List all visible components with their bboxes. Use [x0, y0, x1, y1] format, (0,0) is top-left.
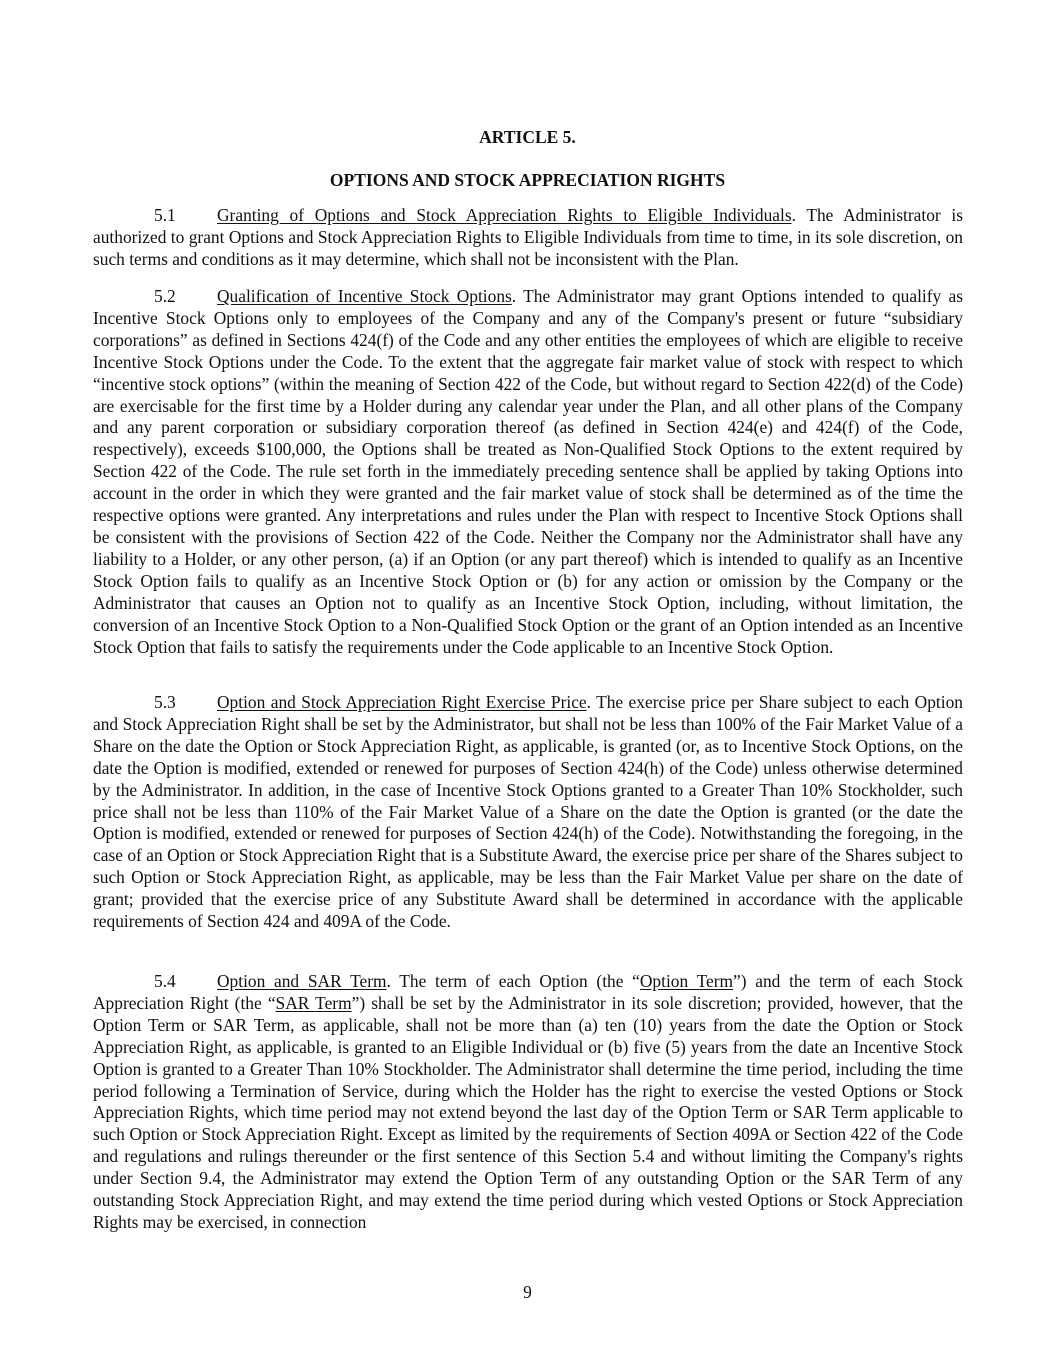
section-heading: Granting of Options and Stock Appreciation Rights to Eligible Individuals [217, 205, 792, 225]
section-5-4-paragraph [93, 971, 963, 1234]
section-body-part: ”) shall be set by the Administrator in its sole discretion; provided, however, that the Option Term or SAR Term, as applicable, shall not be more than (a) ten (10) years from the date the Option or Stock Appreciation Right, as applicable, is granted to an Eligible Individual or (b) five (5) years from the date an Incentive Stock Option is granted to a Greater Than 10% Stockholder. The Administrator shall determine the time period, including the time period following a Termination of Service, during which the Holder has the right to exercise the vested Options or Stock Appreciation Rights, which time period may not extend beyond the last day of the Option Term or SAR Term applicable to such Option or Stock Appreciation Right. Except as limited by the requirements of Section 409A or Section 422 of the Code and regulations and rulings thereunder or the first sentence of this Section 5.4 and without limiting the Company's rights under Section 9.4, the Administrator may extend the Option Term of any outstanding Option or the SAR Term of any outstanding Stock Appreciation Right, and may extend the time period during which vested Options or Stock Appreciation Rights may be exercised, in connection [93, 992, 963, 1232]
article-number-heading: ARTICLE 5. [479, 127, 576, 147]
section-body: . The Administrator is authorized to grant Options and Stock Appreciation Rights to Eligible Individuals from time to time, in its sole discretion, on such terms and conditions as it may determine, which shall not be inconsistent with the Plan. [93, 205, 964, 269]
defined-term-option-term: Option Term [639, 971, 734, 991]
section-heading: Option and SAR Term [217, 971, 387, 991]
section-body-part: ”) and the term of each Stock Appreciation Right (the “ [93, 971, 963, 1013]
section-body-part: . The term of each Option (the “ [386, 971, 640, 991]
section-body: . The Administrator may grant Options intended to qualify as Incentive Stock Options only to employees of the Company and any of the Company's present or future “subsidiary corporations” as defined in Sections 424(f) of the Code and any other entities the employees of which are eligible to receive Incentive Stock Options under the Code. To the extent that the aggregate fair market value of stock with respect to which “incentive stock options” (within the meaning of Section 422 of the Code, but without regard to Section 422(d) of the Code) are exercisable for the first time by a Holder during any calendar year under the Plan, and all other plans of the Company and any parent corporation or subsidiary corporation thereof (as defined in Section 424(e) and 424(f) of the Code, respectively), exceeds $100,000, the Options shall be treated as Non-Qualified Stock Options to the extent required by Section 422 of the Code. The rule set forth in the immediately preceding sentence shall be applied by taking Options into account in the order in which they were granted and the fair market value of stock shall be determined as of the time the respective options were granted. Any interpretations and rules under the Plan with respect to Incentive Stock Options shall be consistent with the provisions of Section 422 of the Code. Neither the Company nor the Administrator shall have any liability to a Holder, or any other person, (a) if an Option (or any part thereof) which is intended to qualify as an Incentive Stock Option fails to qualify as an Incentive Stock Option or (b) for any action or omission by the Company or the Administrator that causes an Option not to qualify as an Incentive Stock Option, including, without limitation, the conversion of an Incentive Stock Option to a Non-Qualified Stock Option or the grant of an Option intended as an Incentive Stock Option that fails to satisfy the requirements under the Code applicable to an Incentive Stock Option. [93, 286, 963, 657]
section-heading: Qualification of Incentive Stock Options [217, 286, 512, 306]
section-body: . The exercise price per Share subject to each Option and Stock Appreciation Right shall be set by the Administrator, but shall not be less than 100% of the Fair Market Value of a Share on the date the Option or Stock Appreciation Right, as applicable, is granted (or, as to Incentive Stock Options, on the date the Option is modified, extended or renewed for purposes of Section 424(h) of the Code) unless otherwise determined by the Administrator. In addition, in the case of Incentive Stock Options granted to a Greater Than 10% Stockholder, such price shall not be less than 110% of the Fair Market Value of a Share on the date the Option is granted (or the date the Option is modified, extended or renewed for purposes of Section 424(h) of the Code). Notwithstanding the foregoing, in the case of an Option or Stock Appreciation Right that is a Substitute Award, the exercise price per share of the Shares subject to such Option or Stock Appreciation Right, as applicable, may be less than the Fair Market Value per share on the date of grant; provided that the exercise price of any Substitute Award shall be determined in accordance with the applicable requirements of Section 424 and 409A of the Code. [93, 692, 963, 932]
section-number: 5.3 [154, 692, 176, 712]
section-number: 5.4 [154, 971, 176, 991]
page-number: 9 [523, 1282, 532, 1302]
section-5-1-paragraph [93, 205, 963, 271]
section-5-2-paragraph [93, 286, 963, 658]
defined-term-sar-term: SAR Term [275, 992, 352, 1013]
section-number: 5.1 [154, 205, 176, 225]
section-heading: Option and Stock Appreciation Right Exercise Price [217, 692, 587, 712]
section-5-3-paragraph [93, 692, 963, 933]
article-title-heading: OPTIONS AND STOCK APPRECIATION RIGHTS [329, 170, 726, 190]
section-number: 5.2 [154, 286, 176, 306]
